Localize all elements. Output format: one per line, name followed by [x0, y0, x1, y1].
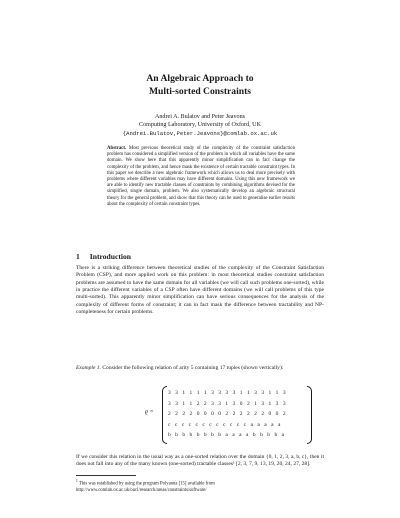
section-heading: [76, 252, 141, 261]
matrix-row: c c c c c c c c c c c c a a a a a: [168, 421, 282, 428]
footnote-text: This was established by using the program Polyanna [15] available from http://www.comlab.ox.ac.uk/oucl/research/areas/constraints/software/: [76, 481, 215, 493]
example-paragraph: [76, 365, 324, 372]
example-text: Consider the following relation of arity 5 containing 17 tuples (shown vertically):: [102, 365, 284, 371]
matrix-row: 2 2 2 2 0 0 0 0 2 2 2 2 2 2 0 0 2: [168, 411, 288, 418]
matrix-label: ϱ =: [145, 409, 154, 415]
footnote-mark: 1: [76, 479, 78, 483]
author-block: [0, 113, 400, 138]
relation-matrix: [145, 385, 335, 445]
matrix-row: b b b b b b b b a a a a b b b b a: [168, 432, 286, 439]
matrix-row: 3 3 1 1 2 2 3 3 1 3 0 2 1 3 1 3 3: [168, 400, 288, 407]
title-line-1: An Algebraic Approach to: [146, 73, 254, 84]
abstract-label: Abstract.: [107, 146, 127, 151]
abstract: [107, 146, 295, 208]
author-email: {Andrei.Bulatov,Peter.Jeavons}@comlab.ox.ac.uk: [122, 129, 278, 137]
author-names: Andrei A. Bulatov and Peter Jeavons: [154, 114, 246, 120]
matrix-rows: [168, 388, 306, 441]
matrix-row: 3 3 1 1 1 1 3 3 3 3 1 1 3 3 1 1 3: [168, 390, 288, 396]
intro-paragraph: There is a striking difference between theoretical studies of the complexity of the Constraint Satisfaction Problem (CSP), and more applied work on this problem: in most theoretical studies constraint satisfaction problems are assumed to have the same domain for all variables (we will call such problems one-sorted), while in practice the different variables of a CSP often have different domains (we will call problems of this type multi-sorted). This apparently minor simplification can have serious consequences for the analysis of the complexity of different forms of constraint; it can in fact mask the difference between tractability and NP-completeness for certain problems.: [76, 265, 324, 316]
author-affiliation: Computing Laboratory, University of Oxford, UK: [139, 122, 261, 129]
footnote-rule: [76, 475, 136, 476]
section-number: 1: [76, 252, 80, 261]
section-title: Introduction: [89, 252, 132, 261]
title-line-2: Multi-sorted Constraints: [148, 85, 252, 97]
after-paragraph: If we consider this relation in the usual way as a one-sorted relation over the domain {0, 1, 2, 3, a, b, c}, then it does not fall into any of the many known (one-sorted) tractable classes¹ [2, 3, 7, 9, 13, 19, 20, 24, 27, 28].: [76, 454, 324, 468]
paper-title: [0, 73, 400, 98]
right-bracket: [307, 386, 312, 444]
left-bracket: [162, 386, 167, 444]
footnote: [76, 478, 324, 494]
abstract-text: Most previous theoretical study of the complexity of the constraint satisfaction problem has considered a simplified version of the problem in which all variables have the same domain. We show here that this apparently minor simplification can in fact change the complexity of the problem, and hence mask the existence of certain tractable constraint types. In this paper we describe a new algebraic framework which allows us to deal more precisely with problems where different variables may have different domains. Using this new framework we are able to identify new tractable classes of constraints by combining algorithms devised for the simplified, single domain, problem. We also systematically develop an algebraic structural theory for the general problem, and show that this theory can be used to generalise earlier results about the complexity of certain constraint types.: [107, 146, 295, 207]
example-label: Example 1.: [76, 365, 101, 371]
